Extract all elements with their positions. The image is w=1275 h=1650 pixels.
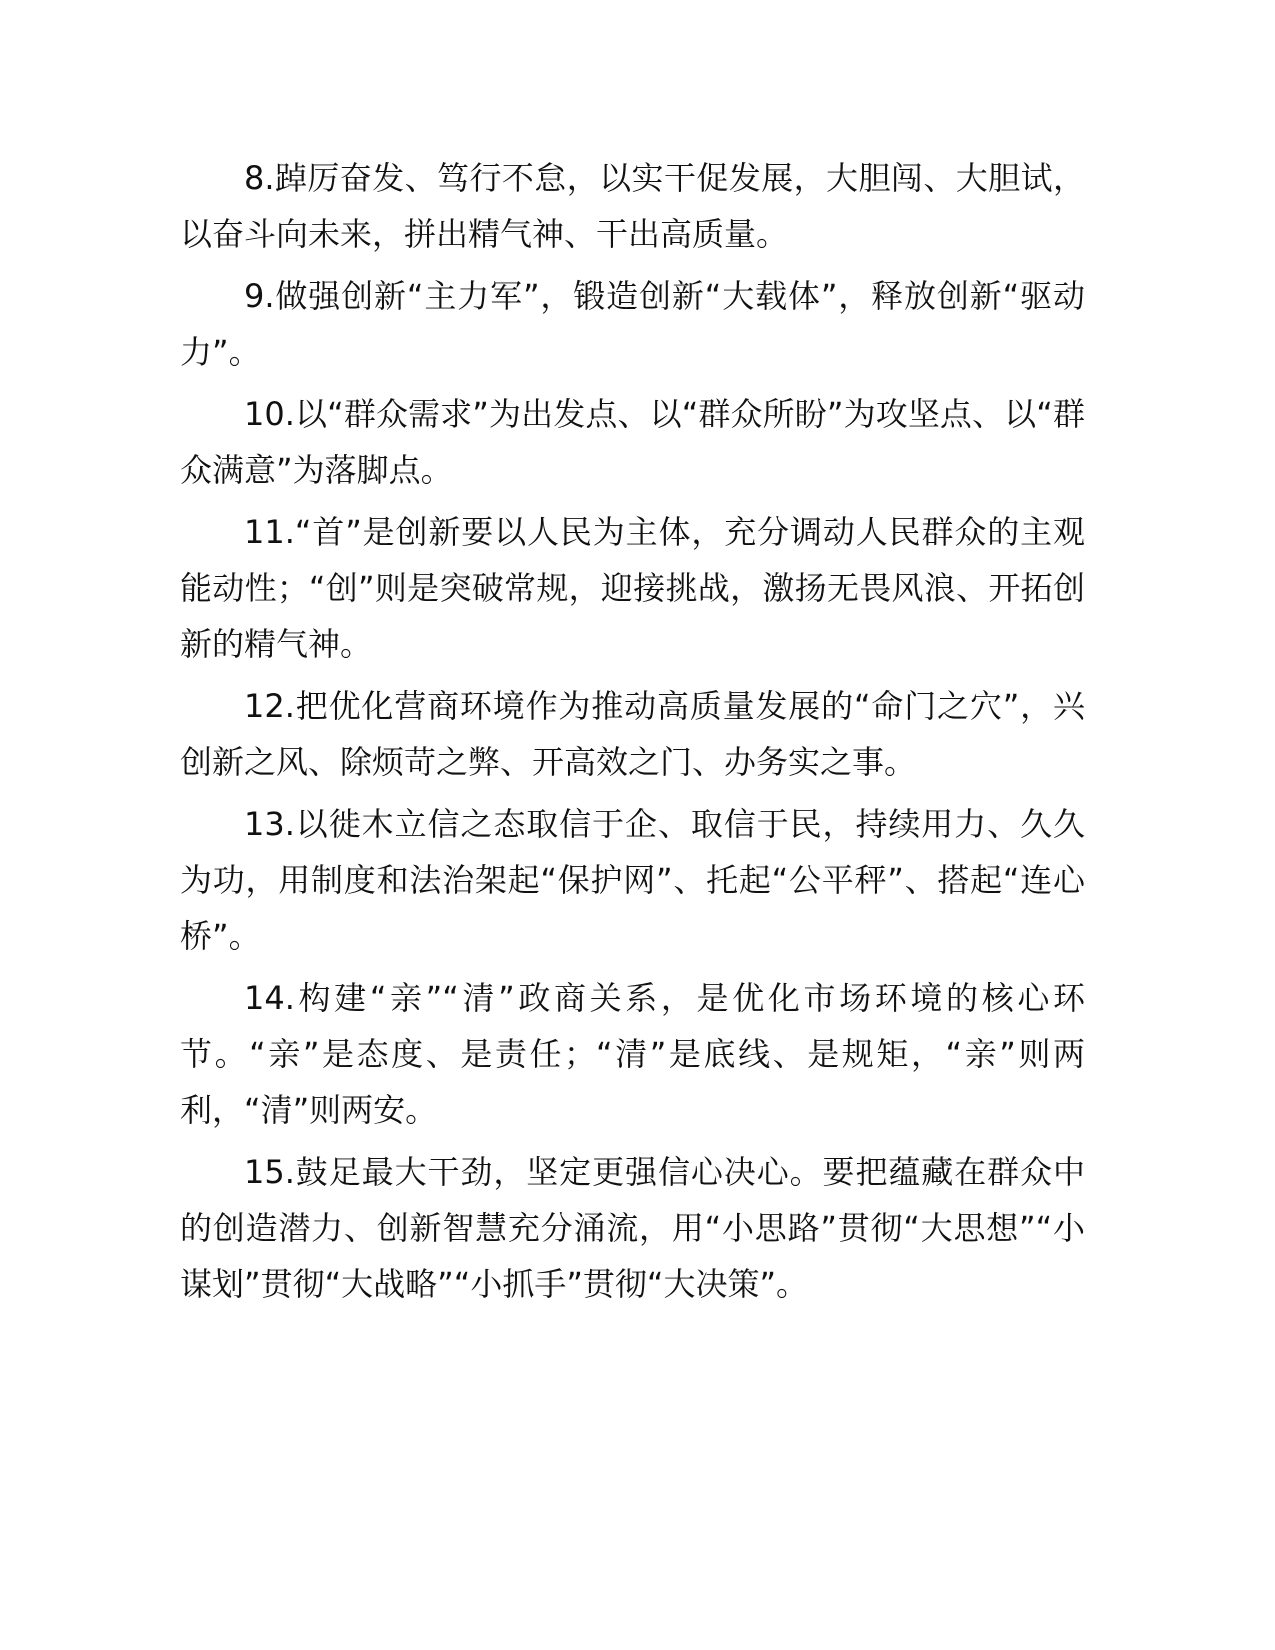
paragraph-15: 15.鼓足最大干劲，坚定更强信心决心。要把蕴藏在群众中的创造潜力、创新智慧充分涌流，用“小思路”贯彻“大思想”“小谋划”贯彻“大战略”“小抓手”贯彻“大决策”。 [180,1153,1085,1303]
paragraph-14: 14.构建“亲”“清”政商关系，是优化市场环境的核心环节。“亲”是态度、是责任；“清”是底线、是规矩，“亲”则两利，“清”则两安。 [180,979,1085,1129]
paragraph-13: 13.以徙木立信之态取信于企、取信于民，持续用力、久久为功，用制度和法治架起“保护网”、托起“公平秤”、搭起“连心桥”。 [180,805,1085,955]
document-body [180,150,1085,1318]
paragraph-8: 8.踔厉奋发、笃行不怠，以实干促发展，大胆闯、大胆试，以奋斗向未来，拼出精气神、干出高质量。 [180,159,1085,253]
paragraph-9: 9.做强创新“主力军”，锻造创新“大载体”，释放创新“驱动力”。 [180,277,1085,371]
paragraph-10: 10.以“群众需求”为出发点、以“群众所盼”为攻坚点、以“群众满意”为落脚点。 [180,395,1085,489]
paragraph-11: 11.“首”是创新要以人民为主体，充分调动人民群众的主观能动性；“创”则是突破常规，迎接挑战，激扬无畏风浪、开拓创新的精气神。 [180,513,1085,663]
paragraph-12: 12.把优化营商环境作为推动高质量发展的“命门之穴”，兴创新之风、除烦苛之弊、开高效之门、办务实之事。 [180,687,1085,781]
